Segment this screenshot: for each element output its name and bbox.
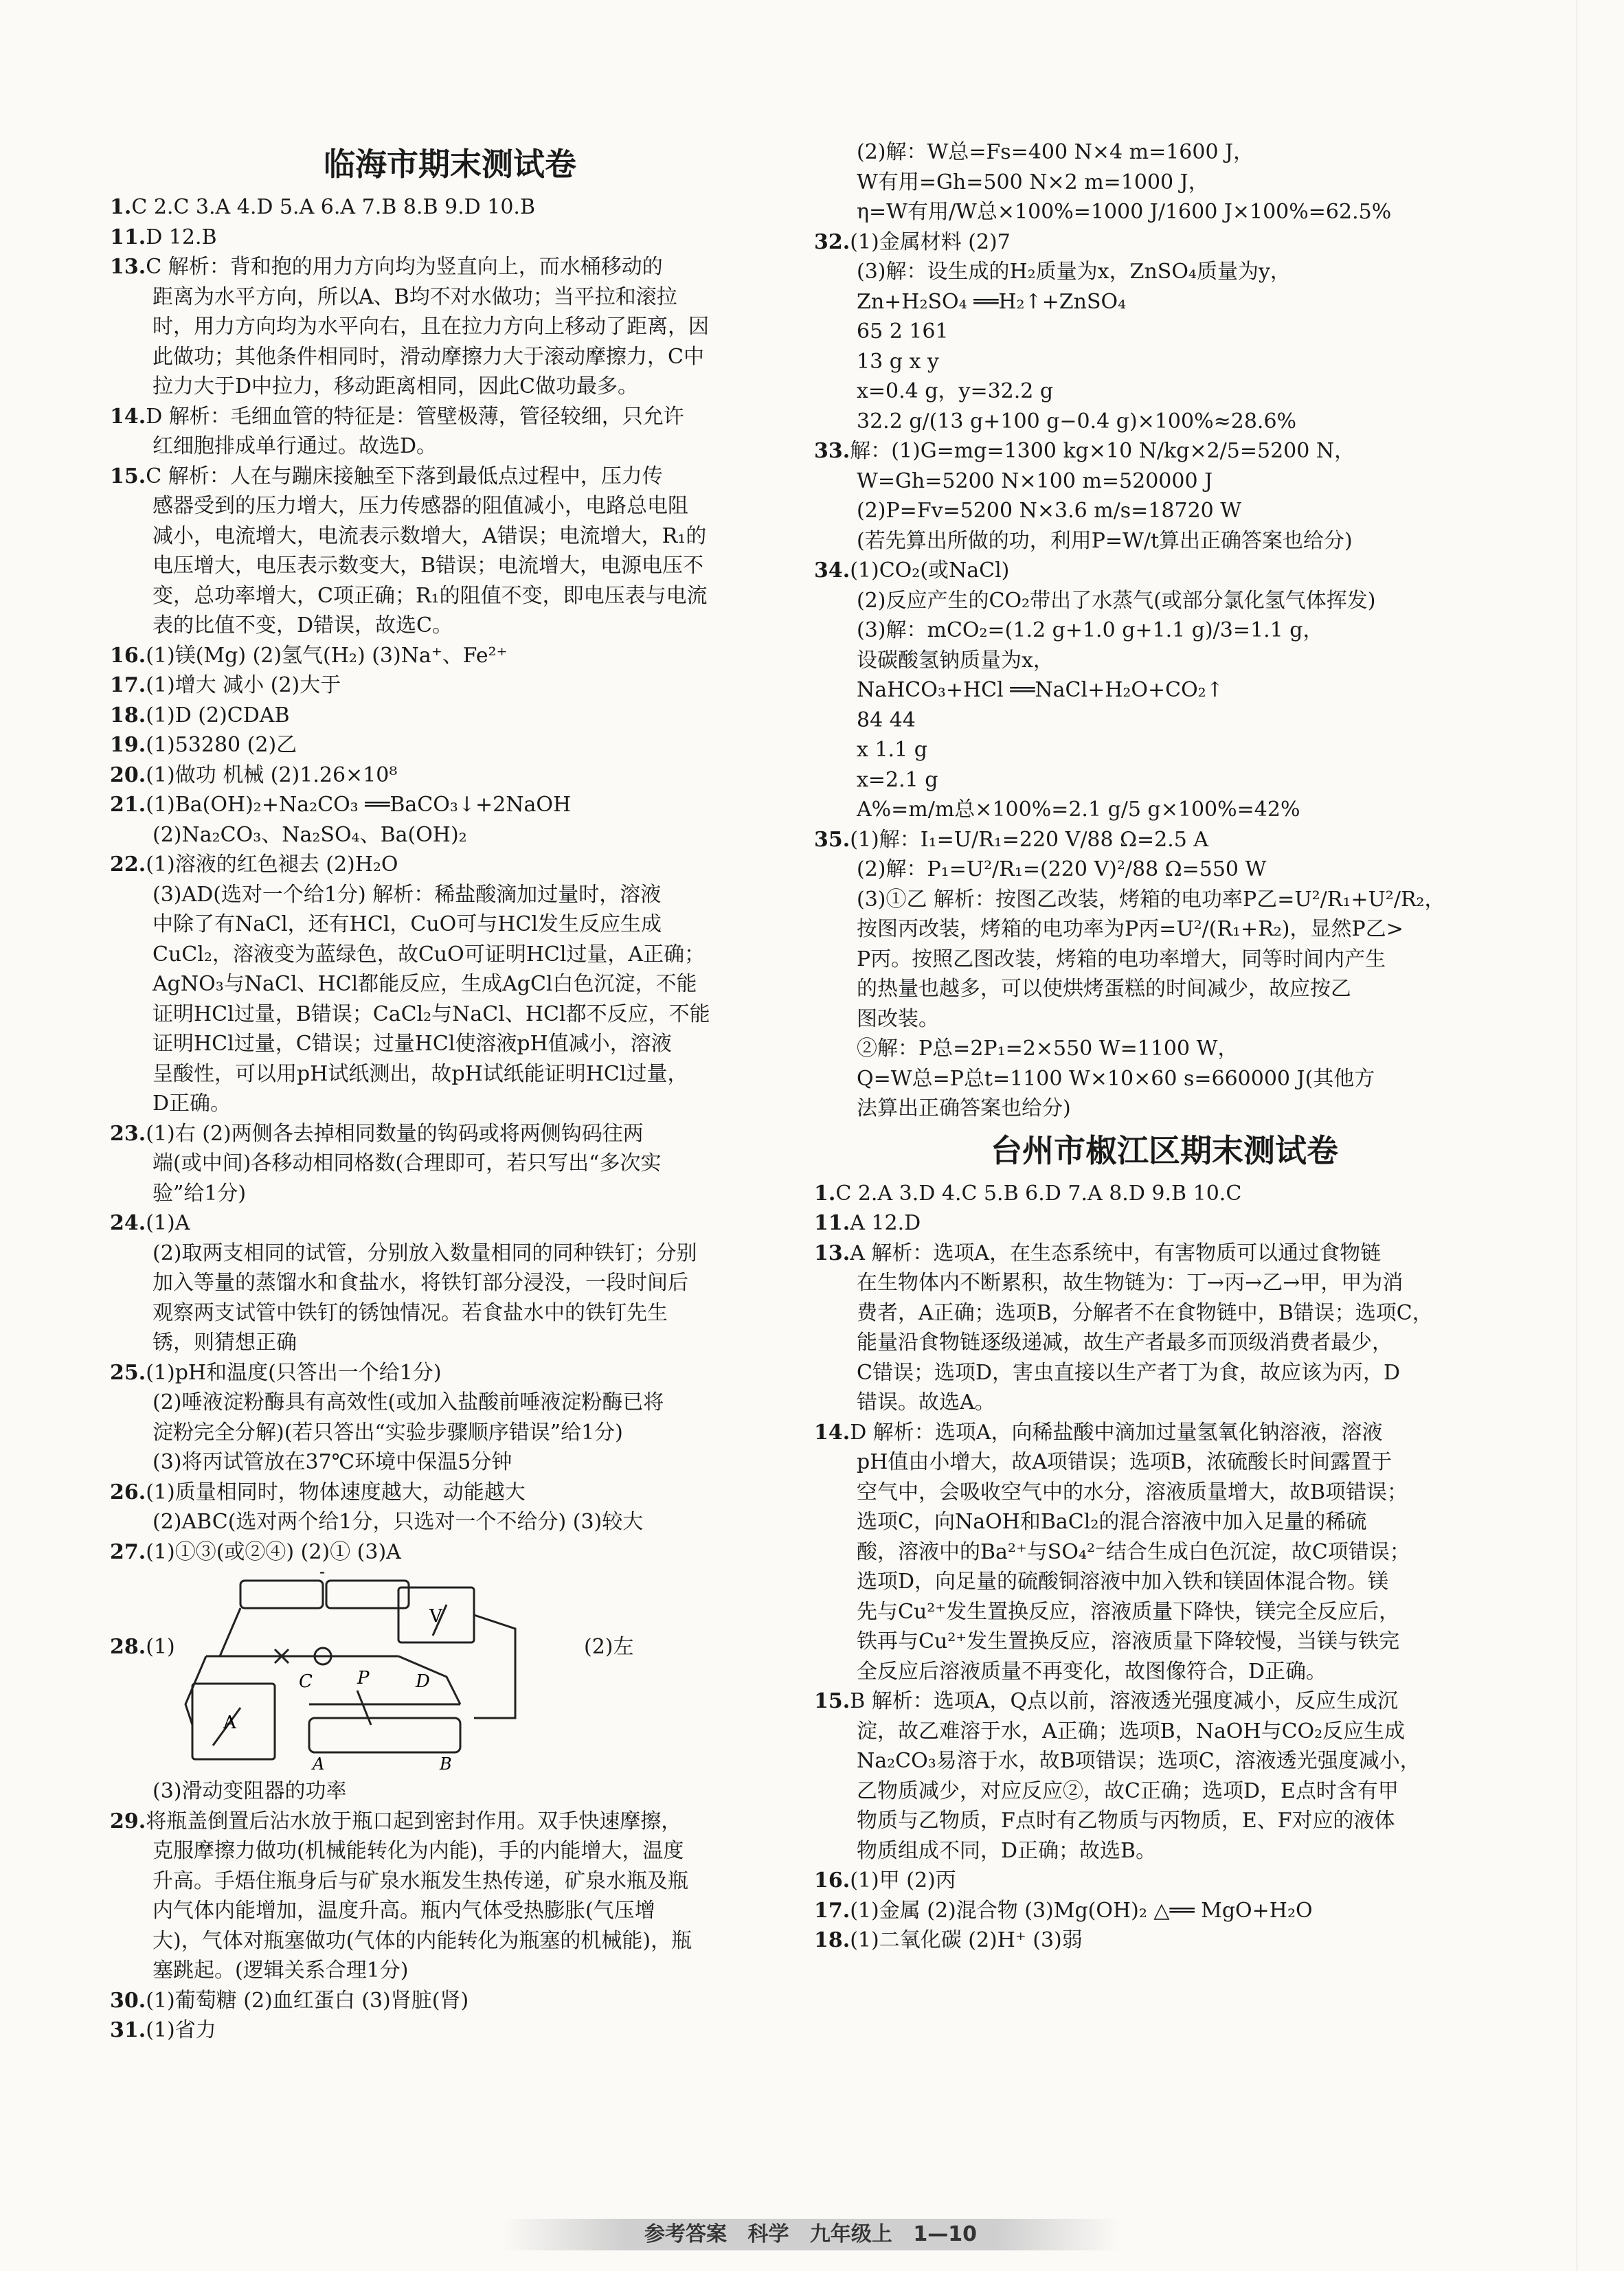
answer-text: 变，总功率增大，C项正确；R₁的阻值不变，即电压表与电流 xyxy=(153,583,708,608)
answer-text: ②解：P总=2P₁=2×550 W=1100 W， xyxy=(857,1037,1239,1061)
answer-line xyxy=(814,586,1515,616)
answer-line xyxy=(110,880,790,910)
answer-text: (1)镁(Mg) (2)氢气(H₂) (3)Na⁺、Fe²⁺ xyxy=(146,643,508,668)
answer-line xyxy=(110,1537,790,1568)
question-number: 19. xyxy=(110,733,146,757)
answer-line xyxy=(814,1597,1515,1627)
answer-line xyxy=(814,1358,1515,1388)
answer-text: A%=m/m总×100%=2.1 g/5 g×100%=42% xyxy=(857,798,1300,822)
answer-text: (2)ABC(选对两个给1分，只选对一个不给分) (3)较大 xyxy=(153,1510,644,1534)
question-number: 35. xyxy=(814,827,850,852)
answer-text: 乙物质减少，对应反应②，故C正确；选项D，E点时含有甲 xyxy=(857,1778,1399,1803)
svg-text:V: V xyxy=(429,1606,442,1627)
answer-line xyxy=(110,342,790,372)
answers-block-linhai-c xyxy=(814,137,1515,1124)
answer-text: 选项D，向足量的硫酸铜溶液中加入铁和镁固体混合物。镁 xyxy=(857,1570,1389,1594)
answer-line xyxy=(110,611,790,641)
answer-text: 65 2 161 xyxy=(857,319,949,343)
question-number: 26. xyxy=(110,1480,146,1504)
answer-line xyxy=(110,641,790,671)
answer-text: 物质组成不同，D正确；故选B。 xyxy=(857,1838,1157,1863)
answer-line xyxy=(110,491,790,521)
answer-line xyxy=(814,1746,1515,1776)
answer-line xyxy=(110,1956,790,1986)
answer-line xyxy=(814,765,1515,795)
answer-text: Q=W总=P总t=1100 W×10×60 s=660000 J(其他方 xyxy=(857,1066,1375,1091)
answer-line xyxy=(814,1776,1515,1807)
question-number: 15. xyxy=(110,464,146,488)
answer-line xyxy=(110,1507,790,1537)
answer-line xyxy=(110,850,790,880)
answer-line xyxy=(814,855,1515,885)
answer-line xyxy=(814,615,1515,646)
answer-line xyxy=(110,1298,790,1329)
answer-line xyxy=(814,1328,1515,1358)
answer-line xyxy=(814,1268,1515,1298)
question-number: 21. xyxy=(110,793,146,817)
answer-text: (1)二氧化碳 (2)H⁺ (3)弱 xyxy=(850,1928,1083,1952)
answer-text: 呈酸性，可以用pH试纸测出，故pH试纸能证明HCl过量， xyxy=(153,1061,688,1086)
answer-text: 在生物体内不断累积，故生物链为：丁→丙→乙→甲，甲为消 xyxy=(857,1271,1403,1295)
answer-text: 铁再与Cu²⁺发生置换反应，溶液质量下降较慢，当镁与铁完 xyxy=(857,1629,1400,1653)
answer-text: (1)右 (2)两侧各去掉相同数量的钩码或将两侧钩码往两 xyxy=(146,1121,644,1146)
answer-text: 物质与乙物质，F点时有乙物质与丙物质，E、F对应的液体 xyxy=(857,1809,1395,1833)
answer-line xyxy=(110,551,790,581)
answer-text: (1)质量相同时，物体速度越大，动能越大 xyxy=(146,1480,526,1504)
footer-label: 参考答案 xyxy=(644,2222,727,2246)
answer-text: 证明HCl过量，C错误；过量HCl使溶液pH值减小，溶液 xyxy=(153,1032,672,1056)
answer-line xyxy=(110,1119,790,1149)
answer-line xyxy=(110,1478,790,1508)
footer-grade: 九年级上 xyxy=(809,2222,892,2246)
answers-block-linhai-b xyxy=(110,1776,790,2046)
answer-text: (3)①乙 解析：按图乙改装，烤箱的电功率P乙=U²/R₁+U²/R₂， xyxy=(857,887,1445,912)
answer-line xyxy=(110,1388,790,1418)
answer-line xyxy=(814,914,1515,945)
answer-text: 费者，A正确；选项B，分解者不在食物链中，B错误；选项C， xyxy=(857,1300,1433,1325)
answer-line xyxy=(814,1717,1515,1747)
answer-line xyxy=(110,223,790,253)
answer-line xyxy=(110,701,790,731)
question-number: 31. xyxy=(110,2018,146,2042)
answer-line xyxy=(110,581,790,611)
answer-text: 空气中，会吸收空气中的水分，溶液质量增大，故B项错误； xyxy=(857,1480,1408,1504)
question-number: 24. xyxy=(110,1211,146,1235)
svg-text:P: P xyxy=(357,1668,370,1688)
answer-text: 拉力大于D中拉力，移动距离相同，因此C做功最多。 xyxy=(153,374,639,398)
answer-line xyxy=(814,1064,1515,1094)
answer-text: D 解析：毛细血管的特征是：管壁极薄，管径较细，只允许 xyxy=(146,404,684,429)
question-number: 14. xyxy=(110,404,146,429)
question-number: 1. xyxy=(110,195,132,219)
section-title-jiaojiang: 台州市椒江区期末测试卷 xyxy=(991,1131,1338,1169)
svg-text:A: A xyxy=(223,1713,236,1733)
answer-text: 端(或中间)各移动相同格数(合理即可，若只写出“多次实 xyxy=(153,1151,662,1175)
answer-text: (2)解：P₁=U²/R₁=(220 V)²/88 Ω=550 W xyxy=(857,857,1267,881)
answer-line xyxy=(110,431,790,462)
answer-line xyxy=(814,1447,1515,1478)
footer-page-number: 1—10 xyxy=(913,2222,977,2246)
answer-text: Zn+H₂SO₄ ══H₂↑+ZnSO₄ xyxy=(857,289,1127,314)
answer-text: 证明HCl过量，B错误；CaCl₂与NaCl、HCl都不反应，不能 xyxy=(153,1002,710,1026)
answer-line xyxy=(814,1806,1515,1836)
answer-line xyxy=(814,1239,1515,1269)
answer-line xyxy=(814,526,1515,556)
answer-text: (1)金属 (2)混合物 (3)Mg(OH)₂ △══ MgO+H₂O xyxy=(850,1898,1313,1923)
answer-line xyxy=(110,1239,790,1269)
answer-line xyxy=(814,646,1515,676)
answer-line xyxy=(814,556,1515,586)
answer-text: (3)解：mCO₂=(1.2 g+1.0 g+1.1 g)/3=1.1 g， xyxy=(857,618,1324,642)
answer-text: AgNO₃与NaCl、HCl都能反应，生成AgCl白色沉淀，不能 xyxy=(153,972,697,996)
answer-line xyxy=(814,705,1515,736)
question-number: 23. xyxy=(110,1121,146,1146)
answer-text: 塞跳起。(逻辑关系合理1分) xyxy=(153,1958,409,1982)
answer-text: (1)溶液的红色褪去 (2)H₂O xyxy=(146,852,398,877)
answer-text: (1)①③(或②④) (2)① (3)A xyxy=(146,1539,401,1564)
answer-line xyxy=(814,1567,1515,1597)
answer-line xyxy=(814,1388,1515,1418)
answer-line xyxy=(814,1896,1515,1926)
answer-line xyxy=(814,1657,1515,1687)
answer-line xyxy=(814,168,1515,198)
answer-line xyxy=(110,1836,790,1866)
answer-text: 先与Cu²⁺发生置换反应，溶液质量下降快，镁完全反应后， xyxy=(857,1599,1400,1624)
question-number: 11. xyxy=(814,1211,850,1235)
answer-text: D 12.B xyxy=(146,225,217,249)
battery-2 xyxy=(326,1581,409,1608)
answer-text: NaHCO₃+HCl ══NaCl+H₂O+CO₂↑ xyxy=(857,678,1223,702)
question-number: 1. xyxy=(814,1181,836,1206)
answer-line xyxy=(110,1328,790,1358)
answer-text: (1)解：I₁=U/R₁=220 V/88 Ω=2.5 A xyxy=(850,827,1209,852)
answer-line xyxy=(814,1537,1515,1568)
question-number: 15. xyxy=(814,1689,850,1713)
answer-text: 按图丙改装，烤箱的电功率为P丙=U²/(R₁+R₂)，显然P乙> xyxy=(857,917,1403,941)
question-number: 27. xyxy=(110,1539,146,1564)
answer-text: 酸，溶液中的Ba²⁺与SO₄²⁻结合生成白色沉淀，故C项错误； xyxy=(857,1539,1410,1564)
answer-text: 的热量也越多，可以使烘烤蛋糕的时间减少，故应按乙 xyxy=(857,977,1351,1001)
answer-text: (3)将丙试管放在37℃环境中保温5分钟 xyxy=(153,1450,512,1474)
answer-text: (1)A xyxy=(146,1211,190,1235)
question-number: 13. xyxy=(814,1241,850,1265)
svg-text:B: B xyxy=(440,1754,452,1773)
answer-line xyxy=(110,1447,790,1478)
answer-line xyxy=(110,1866,790,1897)
circuit-diagram xyxy=(172,1567,543,1773)
answer-line xyxy=(110,1358,790,1388)
answer-text: x 1.1 g xyxy=(857,738,927,762)
answer-line xyxy=(110,402,790,432)
answer-text: 设碳酸氢钠质量为x， xyxy=(857,648,1054,673)
answer-text: (3)解：设生成的H₂质量为x，ZnSO₄质量为y， xyxy=(857,260,1291,284)
answer-text: (1)葡萄糖 (2)血红蛋白 (3)肾脏(肾) xyxy=(146,1988,469,2013)
answer-line xyxy=(110,999,790,1030)
answer-line xyxy=(814,1866,1515,1896)
question-number: 29. xyxy=(110,1809,146,1833)
answer-line xyxy=(110,909,790,940)
answer-line xyxy=(814,1478,1515,1508)
answer-text: W=Gh=5200 N×100 m=520000 J xyxy=(857,468,1213,493)
question-number: 32. xyxy=(814,229,850,254)
answer-text: (2)解：W总=Fs=400 N×4 m=1600 J， xyxy=(857,140,1254,164)
question-number: 17. xyxy=(814,1898,850,1923)
answer-line xyxy=(110,2015,790,2046)
answer-text: A 12.D xyxy=(850,1211,921,1235)
answer-line xyxy=(814,1208,1515,1239)
answer-line xyxy=(110,820,790,850)
question-number: 13. xyxy=(110,255,146,279)
answer-text: 克服摩擦力做功(机械能转化为内能)，手的内能增大，温度 xyxy=(153,1839,684,1863)
answer-text: (2)P=Fv=5200 N×3.6 m/s=18720 W xyxy=(857,499,1242,523)
answer-line xyxy=(814,945,1515,975)
answer-line xyxy=(110,1418,790,1448)
answer-text: D正确。 xyxy=(153,1092,232,1116)
answer-text: 观察两支试管中铁钉的锈蚀情况。若食盐水中的铁钉先生 xyxy=(153,1300,668,1325)
answer-text: 13 g x y xyxy=(857,349,939,374)
answer-line xyxy=(814,1298,1515,1329)
question-number: 14. xyxy=(814,1420,850,1445)
answer-text: A 解析：选项A，在生态系统中，有害物质可以通过食物链 xyxy=(850,1241,1381,1265)
answer-line xyxy=(814,1034,1515,1064)
answer-text: 表的比值不变，D错误，故选C。 xyxy=(153,613,453,637)
answer-line xyxy=(814,227,1515,258)
answer-text: x=2.1 g xyxy=(857,767,938,792)
answer-text: 此做功；其他条件相同时，滑动摩擦力大于滚动摩擦力，C中 xyxy=(153,344,704,369)
answer-text: B 解析：选项A，Q点以前，溶液透光强度减小，反应生成沉 xyxy=(850,1689,1399,1713)
answer-line xyxy=(814,317,1515,347)
answer-line xyxy=(110,1776,790,1807)
question-number: 18. xyxy=(814,1928,850,1952)
answer-line xyxy=(110,1089,790,1119)
answer-text: 能量沿食物链逐级递减，故生产者最多而顶级消费者最少， xyxy=(857,1331,1392,1355)
question-number: 33. xyxy=(814,439,850,463)
answer-line xyxy=(110,940,790,970)
answer-line xyxy=(814,1418,1515,1448)
answer-text: 中除了有NaCl，还有HCl，CuO可与HCl发生反应生成 xyxy=(153,912,662,936)
answer-text: P丙。按照乙图改装，烤箱的电功率增大，同等时间内产生 xyxy=(857,947,1386,971)
answer-line xyxy=(110,192,790,223)
answer-text: (若先算出所做的功，利用P=W/t算出正确答案也给分) xyxy=(857,528,1353,553)
answer-text: 加入等量的蒸馏水和食盐水，将铁钉部分浸没，一段时间后 xyxy=(153,1271,688,1295)
answer-text: 解：(1)G=mg=1300 kg×10 N/kg×2/5=5200 N， xyxy=(850,439,1355,463)
answer-text: (1)省力 xyxy=(146,2018,216,2042)
answer-text: W有用=Gh=500 N×2 m=1000 J， xyxy=(857,170,1209,194)
answer-line xyxy=(814,347,1515,377)
answer-text: 验”给1分) xyxy=(153,1181,247,1206)
answer-text: 32.2 g/(13 g+100 g−0.4 g)×100%≈28.6% xyxy=(857,409,1297,433)
answer-text: C错误；选项D，害虫直接以生产者丁为食，故应该为丙，D xyxy=(857,1360,1401,1385)
answer-text: 选项C，向NaOH和BaCl₂的混合溶液中加入足量的稀硫 xyxy=(857,1510,1367,1534)
question-number: 25. xyxy=(110,1360,146,1385)
answer-line xyxy=(814,257,1515,287)
answer-line xyxy=(814,1627,1515,1657)
left-column xyxy=(110,137,790,2046)
answer-line xyxy=(814,675,1515,705)
answer-text: 升高。手焐住瓶身后与矿泉水瓶发生热传递，矿泉水瓶及瓶 xyxy=(153,1868,688,1893)
answer-line xyxy=(110,1268,790,1298)
answer-text: (1)金属材料 (2)7 xyxy=(850,229,1011,254)
answer-text: (3)滑动变阻器的功率 xyxy=(153,1779,347,1803)
answer-text: 错误。故选A。 xyxy=(857,1390,995,1414)
answer-text: 淀，故乙难溶于水，A正确；选项B，NaOH与CO₂反应生成 xyxy=(857,1719,1406,1743)
answer-line xyxy=(814,1686,1515,1717)
answer-text: 锈，则猜想正确 xyxy=(153,1331,297,1355)
question-number: 16. xyxy=(110,643,146,668)
answer-line xyxy=(814,466,1515,497)
svg-text:-: - xyxy=(319,1567,326,1581)
answer-line xyxy=(814,1836,1515,1866)
answer-line xyxy=(110,1149,790,1179)
answer-text: pH值由小增大，故A项错误；选项B，浓硫酸长时间露置于 xyxy=(857,1450,1392,1474)
answer-text: 时，用力方向均为水平向右，且在拉力方向上移动了距离，因 xyxy=(153,315,709,339)
answer-text: (1)做功 机械 (2)1.26×10⁸ xyxy=(146,762,398,787)
answers-block-linhai-a xyxy=(110,192,790,1567)
answer-line xyxy=(110,1208,790,1239)
answer-text: Na₂CO₃易溶于水，故B项错误；选项C，溶液透光强度减小， xyxy=(857,1749,1421,1773)
footer-subject: 科学 xyxy=(747,2222,789,2246)
answer-text: (2)取两支相同的试管，分别放入数量相同的同种铁钉；分别 xyxy=(153,1241,697,1265)
answer-line xyxy=(814,496,1515,526)
question-number: 11. xyxy=(110,225,146,249)
answer-text: (2)Na₂CO₃、Na₂SO₄、Ba(OH)₂ xyxy=(153,822,467,847)
answer-text: (2)唾液淀粉酶具有高效性(或加入盐酸前唾液淀粉酶已将 xyxy=(153,1390,664,1414)
answer-line xyxy=(110,1059,790,1089)
answer-text: (2)反应产生的CO₂带出了水蒸气(或部分氯化氢气体挥发) xyxy=(857,588,1376,613)
answer-line xyxy=(814,1004,1515,1035)
answer-text: CuCl₂，溶液变为蓝绿色，故CuO可证明HCl过量，A正确； xyxy=(153,942,706,967)
answer-text: D 解析：选项A，向稀盐酸中滴加过量氢氧化钠溶液，溶液 xyxy=(850,1420,1383,1445)
answer-text: C 2.A 3.D 4.C 5.B 6.D 7.A 8.D 9.B 10.C xyxy=(835,1181,1242,1206)
svg-text:D: D xyxy=(416,1671,430,1692)
answer-line xyxy=(110,252,790,282)
answer-line xyxy=(814,137,1515,168)
answer-line xyxy=(110,282,790,313)
battery-1 xyxy=(240,1581,323,1608)
answer-line xyxy=(814,1179,1515,1209)
question-number: 20. xyxy=(110,762,146,787)
question-28-figure-row xyxy=(110,1567,790,1776)
answer-line xyxy=(814,407,1515,437)
answer-text: 感器受到的压力增大，压力传感器的阻值减小，电路总电阻 xyxy=(153,494,688,518)
answer-line xyxy=(110,1986,790,2016)
answer-line xyxy=(110,1926,790,1956)
answer-line xyxy=(110,1807,790,1837)
answer-text: C 解析：背和抱的用力方向均为竖直向上，而水桶移动的 xyxy=(146,255,663,279)
answer-line xyxy=(814,1094,1515,1124)
answer-line xyxy=(110,1029,790,1059)
answer-text: 大)，气体对瓶塞做功(气体的内能转化为瓶塞的机械能)，瓶 xyxy=(153,1928,692,1953)
answer-text: 电压增大，电压表示数变大，B错误；电流增大，电源电压不 xyxy=(153,554,704,578)
question-number: 22. xyxy=(110,852,146,877)
answer-line xyxy=(110,521,790,552)
answer-line xyxy=(814,735,1515,765)
answer-line xyxy=(110,790,790,820)
answer-line xyxy=(814,197,1515,227)
answer-line xyxy=(814,974,1515,1004)
answer-text: (1)甲 (2)丙 xyxy=(850,1868,956,1892)
answer-line xyxy=(110,462,790,492)
answer-text: 内气体内能增加，温度升高。瓶内气体受热膨胀(气压增 xyxy=(153,1899,655,1923)
answer-text: (1)pH和温度(只答出一个给1分) xyxy=(146,1360,442,1385)
answer-line xyxy=(814,1507,1515,1537)
answer-text: (1)增大 减小 (2)大于 xyxy=(146,673,341,697)
answer-text: 减小，电流增大，电流表示数增大，A错误；电流增大，R₁的 xyxy=(153,523,707,548)
q28-label: 28.(1) xyxy=(110,1635,175,1659)
answer-line xyxy=(110,670,790,701)
answer-line xyxy=(110,1896,790,1926)
answer-text: 淀粉完全分解)(若只答出“实验步骤顺序错误”给1分) xyxy=(153,1420,623,1445)
answer-text: (3)AD(选对一个给1分) 解析：稀盐酸滴加过量时，溶液 xyxy=(153,882,662,907)
answer-text: (1)CO₂(或NaCl) xyxy=(850,558,1010,583)
question-number: 16. xyxy=(814,1868,850,1892)
answer-line xyxy=(814,1925,1515,1956)
answer-text: 84 44 xyxy=(857,708,916,732)
question-number: 18. xyxy=(110,703,146,727)
answer-text: (1)D (2)CDAB xyxy=(146,703,290,727)
answer-line xyxy=(814,795,1515,825)
answer-text: (1)53280 (2)乙 xyxy=(146,733,297,757)
answer-text: 图改装。 xyxy=(857,1006,939,1031)
answer-text: C 解析：人在与蹦床接触至下落到最低点过程中，压力传 xyxy=(146,464,663,488)
answer-text: C 2.C 3.A 4.D 5.A 6.A 7.B 8.B 9.D 10.B xyxy=(131,195,535,219)
answer-text: 法算出正确答案也给分) xyxy=(857,1096,1071,1120)
answer-line xyxy=(814,287,1515,317)
rheostat xyxy=(309,1718,460,1752)
answer-text: 距离为水平方向，所以A、B均不对水做功；当平拉和滚拉 xyxy=(153,284,677,309)
answer-line xyxy=(110,312,790,342)
answer-text: 红细胞排成单行通过。故选D。 xyxy=(153,434,438,458)
answer-text: x=0.4 g，y=32.2 g xyxy=(857,379,1054,403)
answer-line xyxy=(814,436,1515,466)
answer-line xyxy=(814,825,1515,855)
answers-block-jiaojiang xyxy=(814,1179,1515,1956)
question-number: 34. xyxy=(814,558,850,583)
answer-line xyxy=(110,372,790,402)
answer-line xyxy=(814,376,1515,407)
question-number: 17. xyxy=(110,673,146,697)
answer-line xyxy=(814,885,1515,915)
answer-text: 全反应后溶液质量不再变化，故图像符合，D正确。 xyxy=(857,1659,1327,1684)
answer-line xyxy=(110,730,790,760)
answer-text: η=W有用/W总×100%=1000 J/1600 J×100%=62.5% xyxy=(857,200,1392,224)
svg-text:A: A xyxy=(313,1754,325,1773)
answer-line xyxy=(110,760,790,791)
answer-text: 将瓶盖倒置后沾水放于瓶口起到密封作用。双手快速摩擦， xyxy=(146,1809,682,1833)
answer-line xyxy=(110,969,790,999)
answer-line xyxy=(110,1179,790,1209)
q28-part2: (2)左 xyxy=(584,1635,634,1659)
question-number: 30. xyxy=(110,1988,146,2013)
right-column xyxy=(814,137,1515,1956)
page-footer xyxy=(501,2219,1120,2250)
answer-text: (1)Ba(OH)₂+Na₂CO₃ ══BaCO₃↓+2NaOH xyxy=(146,793,572,817)
section-title-linhai: 临海市期末测试卷 xyxy=(324,146,576,183)
svg-text:C: C xyxy=(299,1671,313,1692)
